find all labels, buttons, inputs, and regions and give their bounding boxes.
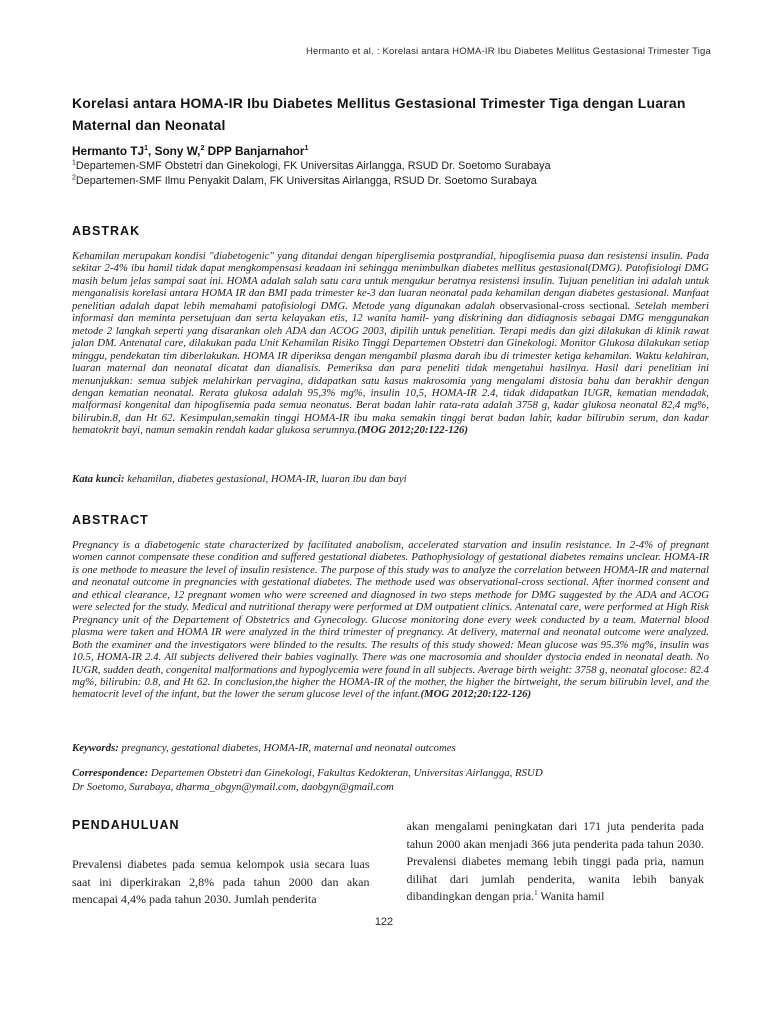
abstrak-heading: ABSTRAK: [72, 224, 141, 238]
author-1: Hermanto TJ: [72, 144, 145, 158]
affiliation-2-mark: 2: [72, 174, 76, 182]
introduction-right-text: akan mengalami peningkatan dari 171 juta penderita pada tahun 2000 akan menjadi 366 juta penderita pada tahun 2030. Prevalensi diabetes memang lebih tinggi pada pria, namun dilihat dari jumlah penderita, wanita lebih banyak dibandingkan dengan pria.: [406, 819, 704, 904]
affiliation-2-text: Departemen-SMF Ilmu Penyakit Dalam, FK Universitas Airlangga, RSUD Dr. Soetomo Surabaya: [75, 175, 537, 187]
introduction-right-column: [407, 818, 705, 909]
abstrak-method-term: observasional-cross sectional: [499, 299, 628, 312]
authors-line: [72, 144, 709, 159]
authors-block: [72, 144, 709, 189]
affiliation-1-text: Departemen-SMF Obstetri dan Ginekologi, FK Universitas Airlangga, RSUD Dr. Soetomo Surabaya: [75, 160, 551, 172]
correspondence-label: Correspondence:: [72, 767, 149, 779]
correspondence-line1: Departemen Obstetri dan Ginekologi, Fakultas Kedokteran, Universitas Airlangga, RSUD: [148, 767, 543, 779]
abstract-body: [72, 539, 709, 701]
author-2: , Sony W,: [148, 144, 201, 158]
kata-kunci-line: [72, 473, 709, 486]
introduction-paragraph-right: [407, 818, 705, 906]
affiliation-1: [72, 159, 709, 174]
keywords-label: Keywords:: [72, 742, 119, 754]
keywords-text: pregnancy, gestational diabetes, HOMA-IR, maternal and neonatal outcomes: [118, 742, 456, 754]
author-3-affiliation-mark: 1: [304, 145, 309, 153]
reference-mark-1: 1: [534, 889, 538, 898]
page-number: 122: [374, 916, 394, 928]
kata-kunci-label: Kata kunci:: [72, 473, 125, 485]
abstrak-body: [72, 250, 709, 437]
author-1-affiliation-mark: 1: [144, 145, 149, 153]
article-title: Korelasi antara HOMA-IR Ibu Diabetes Mellitus Gestasional Trimester Tiga dengan Luaran Maternal dan Neonatal: [72, 95, 686, 133]
abstract-citation: (MOG 2012;20:122-126): [420, 688, 532, 701]
author-3: DPP Banjarnahor: [204, 144, 305, 158]
author-2-affiliation-mark: 2: [200, 145, 205, 153]
abstract-text: Pregnancy is a diabetogenic state characterized by facilitated anabolism, accelerated starvation and insulin resistance. In 2-4% of pregnant women cannot compensate these condition and suffered gestational diabetes. Pathophysiology of gestational diabetes remains unclear. HOMA-IR is one methode to measure the level of insulin resistence. The purpose of this study was to analyze the correlation between HOMA-IR and maternal and neonatal outcome in pregnancies with gestational diabetes. The methode used was observational-cross sectional. After inormed consent and and ethical clearance, 12 pregnant women who were screened and diagnosed in two steps methode for DMG suggested by the ADA and ACOG were selected for the study. Medical and nutritional therapy were performed at DM outpatient clinics. Antenatal care, were performed at High Risk Pregnancy unit of the Departement of Obstetrics and Gynecology. Glucose monitoring done every week conducted by a team. Maternal blood plasma were taken and HOMA IR were analyzed in the third trimester of pregnancy. At delivery, maternal and neonatal outcome were analyzed. Both the examiner and the investigators were blinded to the results. The results of this study showed: Mean glucose was 95.3% mg%, insulin was 10.5, HOMA-IR 2.4. All subjects delivered their babies vaginally. There was one macrosomia and shoulder dystocia ended in neonatal death. No IUGR, sudden death, congenital malformations and hypoglycemia were found in all subjects. Average birth weight: 3758 g, neonatal glocose: 82.4 mg%, bilirubin: 0.8, and Ht 62. In conclusion,the higher the HOMA-IR of the mother, the higher the birtweight, the serum bilirubin level, and the hematocrit level of the infant, but the lower the serum glucose level of the infant.: [72, 539, 709, 701]
keywords-line: [72, 742, 709, 755]
abstrak-text-post: . Setelah memberi informasi dan meminta persetujuan dan serta kelayakan etis, 12 wanita hamil- yang diskrining dan didiagnosis sebagai DMG menggunakan metode 2 langkah seperti yang disarankan oleh ADA dan ACOG 2003, dipilih untuk penelitian. Terapi medis dan gizi dilakukan di klinik rawat jalan DM. Antenatal care, dilakukan pada Unit Kehamilan Risiko Tinggi Departemen Obstetri dan Ginekologi. Monitor Glukosa dilakukan setiap minggu, pendekatan tim diberlakukan. HOMA IR diperiksa dengan mengambil plasma darah ibu di trimester ketiga kehamilan. Waktu kelahiran, luaran maternal dan neonatal dicatat dan dianalisis. Pemeriksa dan para peneliti tidak mengetahui hasilnya. Hasil dari penelitian ini menunjukkan: semua subjek melahirkan pervagina, didapatkan satu kasus makrosomia yang mengalami distosia bahu dan berakhir dengan dengan kematian neonatal. Rerata glukosa adalah 95,3% mg%, insulin 10,5, HOMA-IR 2.4, tidak didapatkan IUGR, kematian mendadak, malformasi kongenital dan hipoglisemia pada semua neonatus. Berat badan lahir rata-rata adalah 3758 g, kadar glukosa neonatal 82,4 mg%, bilirubin.8, dan Ht 62. Kesimpulan,semakin tinggi HOMA-IR ibu maka semakin tinggi berat badan lahir, kadar bilirubin serum, dan kadar hematokrit bayi, namun semakin rendah kadar glukosa serumnya.: [72, 299, 710, 437]
abstrak-text-pre: Kehamilan merupakan kondisi "diabetogenic" yang ditandai dengan hiperglisemia postprandial, hipoglisemia puasa dan resistensi insulin. Pada sekitar 2-4% ibu hamil tidak dapat mengkompensasi keadaan ini sehingga menimbulkan diabetes mellitus gestasional(DMG). Patofisiologi DMG masih belum jelas sampai saat ini. HOMA adalah salah satu cara untuk mengukur beratnya resistensi insulin. Tujuan penelitian ini adalah untuk menganalisis korelasi antara HOMA IR dan BMI pada trimester ke-3 dan luaran neonatal pada kehamilan dengan diabetes gestasional. Manfaat penelitian adalah dapat lebih memahami patofisiologi DMG. Metode yang digunakan adalah: [72, 250, 709, 312]
introduction-section: [72, 818, 704, 909]
introduction-paragraph-left: Prevalensi diabetes pada semua kelompok usia secara luas saat ini diperkirakan 2,8% pada tahun 2000 dan akan mencapai 4,4% pada tahun 2030. Jumlah penderita: [72, 857, 370, 907]
abstract-heading: ABSTRACT: [72, 513, 149, 527]
introduction-left-column: [72, 818, 370, 909]
pendahuluan-heading: PENDAHULUAN: [72, 818, 180, 832]
running-head: Hermanto et al. : Korelasi antara HOMA-IR Ibu Diabetes Mellitus Gestasional Trimester Tiga: [305, 46, 711, 57]
correspondence-line2: Dr Soetomo, Surabaya, dharma_obgyn@ymail.com, daobgyn@gmail.com: [72, 780, 394, 793]
affiliation-2: [72, 174, 709, 189]
affiliation-1-mark: 1: [72, 159, 76, 167]
abstrak-citation: (MOG 2012;20:122-126): [357, 424, 469, 437]
kata-kunci-text: kehamilan, diabetes gestasional, HOMA-IR, luaran ibu dan bayi: [124, 473, 407, 485]
introduction-right-continuation: Wanita hamil: [537, 889, 605, 904]
correspondence-block: [72, 767, 709, 794]
